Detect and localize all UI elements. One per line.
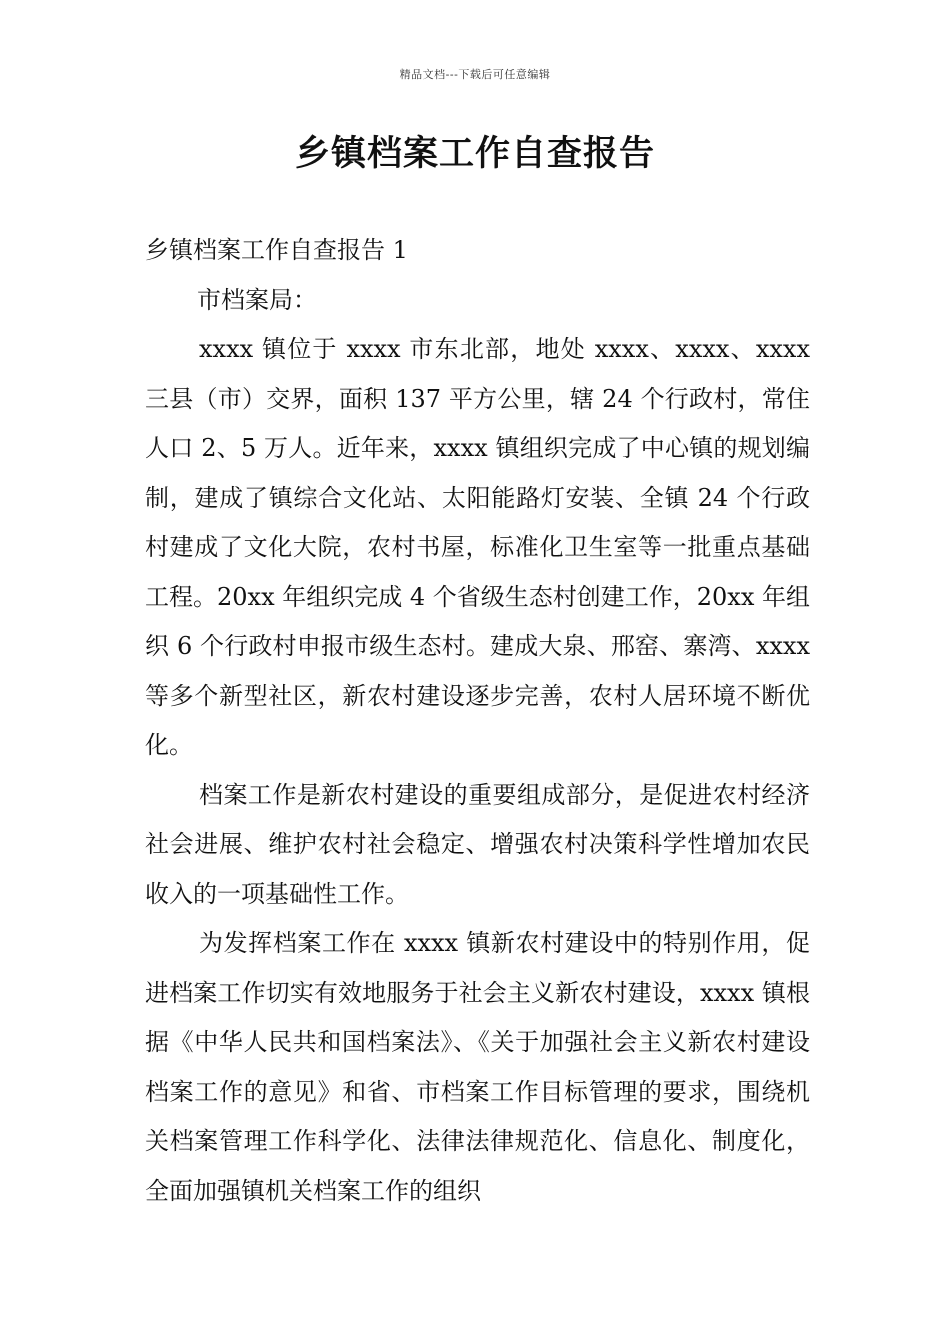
document-title: 乡镇档案工作自查报告 xyxy=(294,134,655,174)
salutation: 市档案局： xyxy=(197,285,317,314)
paragraph: xxxx 镇位于 xxxx 市东北部，地处 xxxx、xxxx、xxxx 三县（市）交界，面积 137 平方公里，辖 24 个行政村，常住人口 2、5 万人。近年来，xxxx 镇组织完成了中心镇的规划编制，建成了镇综合文化站、太阳能路灯安装、全镇 24 个行政村建成了文化大院，农村书屋，标准化卫生室等一批重点基础工程。20xx 年组织完成 4 个省级生态村创建工作，20xx 年组织 6 个行政村申报市级生态村。建成大泉、邢窑、寨湾、xxxx 等多个新型社区，新农村建设逐步完善，农村人居环境不断优化。 xyxy=(145,335,811,759)
header-note: 精品文档---下载后可任意编辑 xyxy=(399,68,551,81)
paragraph: 档案工作是新农村建设的重要组成部分，是促进农村经济社会进展、维护农村社会稳定、增强农村决策科学性增加农民收入的一项基础性工作。 xyxy=(145,780,810,908)
paragraph: 为发挥档案工作在 xxxx 镇新农村建设中的特别作用，促进档案工作切实有效地服务于社会主义新农村建设，xxxx 镇根据《中华人民共和国档案法》、《关于加强社会主义新农村建设档案工作的意见》和省、市档案工作目标管理的要求，围绕机关档案管理工作科学化、法律法律规范化、信息化、制度化，全面加强镇机关档案工作的组织 xyxy=(145,929,810,1205)
document-body xyxy=(145,226,810,1216)
document-subtitle: 乡镇档案工作自查报告 1 xyxy=(145,236,408,264)
